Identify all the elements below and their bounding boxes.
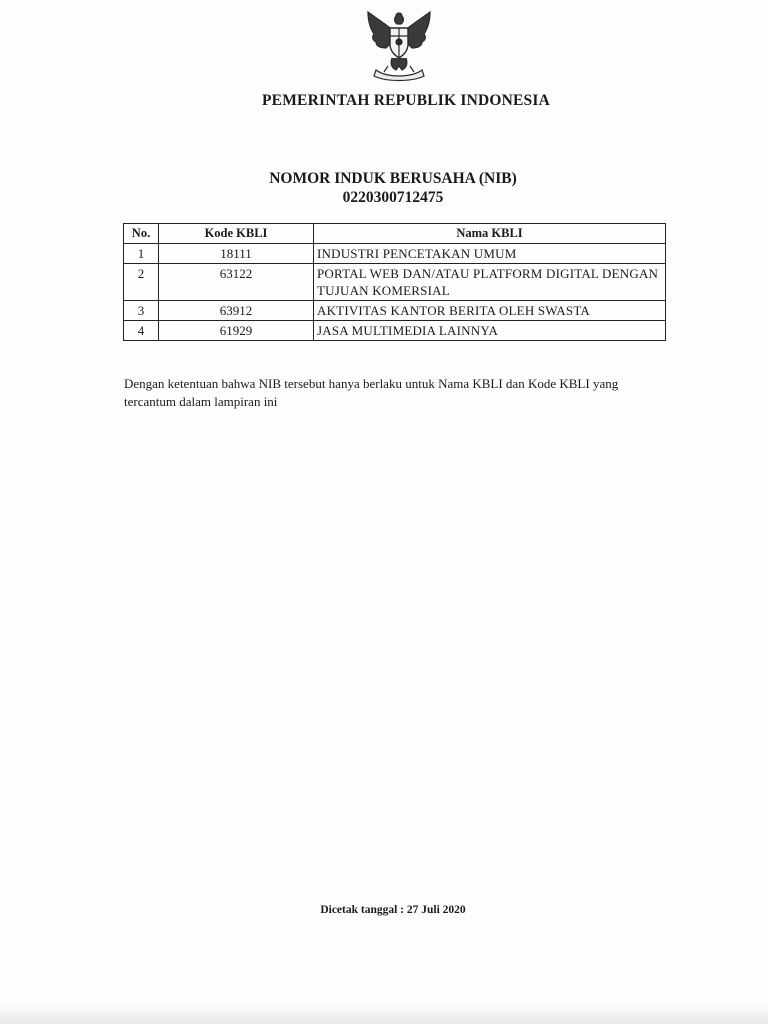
- header-no: No.: [124, 224, 159, 244]
- row-kode-kbli: 63912: [159, 301, 314, 321]
- government-title: PEMERINTAH REPUBLIK INDONESIA: [262, 92, 550, 109]
- table-header-row: [124, 224, 666, 244]
- nib-number: 0220300712475: [342, 189, 444, 206]
- row-nama-kbli: INDUSTRI PENCETAKAN UMUM: [314, 244, 666, 264]
- table-row: [124, 264, 666, 301]
- garuda-emblem-icon: [362, 10, 436, 82]
- table-row: [124, 244, 666, 264]
- row-no: 4: [124, 321, 159, 341]
- row-no: 2: [124, 264, 159, 301]
- row-no: 1: [124, 244, 159, 264]
- table-row: [124, 321, 666, 341]
- header-kode-kbli: Kode KBLI: [159, 224, 314, 244]
- header-nama-kbli: Nama KBLI: [314, 224, 666, 244]
- row-kode-kbli: 61929: [159, 321, 314, 341]
- row-kode-kbli: 18111: [159, 244, 314, 264]
- printed-date: Dicetak tanggal : 27 Juli 2020: [320, 904, 466, 916]
- row-no: 3: [124, 301, 159, 321]
- row-nama-kbli: JASA MULTIMEDIA LAINNYA: [314, 321, 666, 341]
- row-nama-kbli: PORTAL WEB DAN/ATAU PLATFORM DIGITAL DENGAN TUJUAN KOMERSIAL: [314, 264, 666, 301]
- row-kode-kbli: 63122: [159, 264, 314, 301]
- nib-title: NOMOR INDUK BERUSAHA (NIB): [269, 170, 517, 187]
- validity-remark: Dengan ketentuan bahwa NIB tersebut hanya berlaku untuk Nama KBLI dan Kode KBLI yang tercantum dalam lampiran ini: [124, 376, 619, 409]
- row-nama-kbli: AKTIVITAS KANTOR BERITA OLEH SWASTA: [314, 301, 666, 321]
- kbli-table: [123, 223, 666, 341]
- table-row: [124, 301, 666, 321]
- scan-edge: [0, 1004, 768, 1024]
